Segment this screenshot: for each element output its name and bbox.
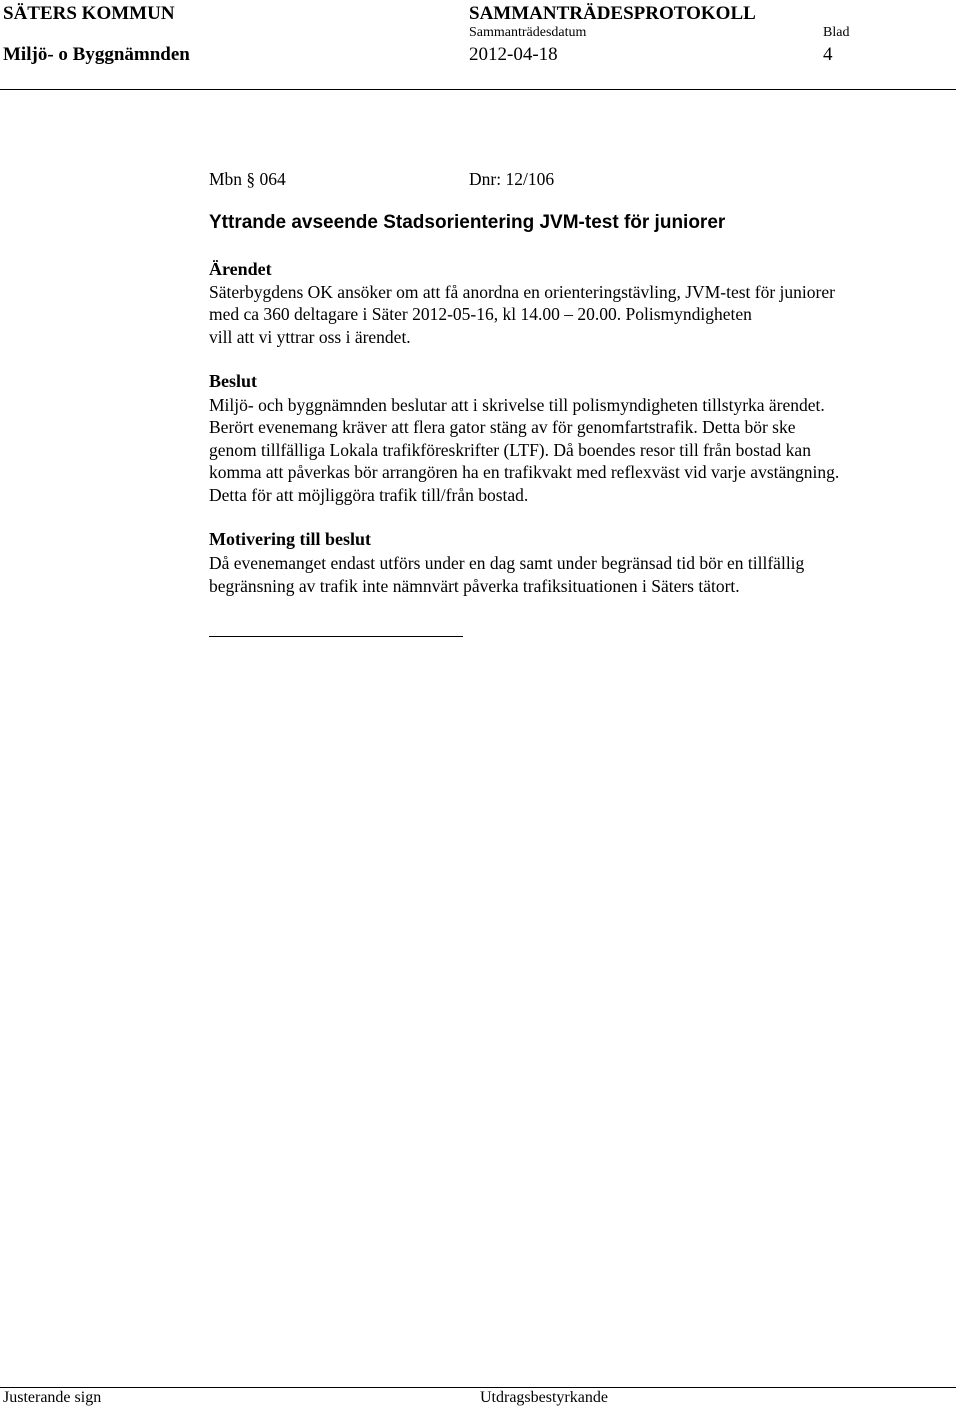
text-line: Säterbygdens OK ansöker om att få anordna en orienteringstävling, JVM-test för juniorer <box>209 282 835 302</box>
text-line: Miljö- och byggnämnden beslutar att i skrivelse till polismyndigheten tillstyrka ärendet. <box>209 395 825 415</box>
text-line: Berört evenemang kräver att flera gator stäng av för genomfartstrafik. Detta bör ske <box>209 417 796 437</box>
sheet-number: 4 <box>823 44 833 65</box>
header-divider <box>0 89 956 90</box>
footer-utdragsbestyrkande: Utdragsbestyrkande <box>480 1389 608 1406</box>
municipality-name: SÄTERS KOMMUN <box>3 3 175 24</box>
date-label: Sammanträdesdatum <box>469 25 587 40</box>
section-heading-arendet: Ärendet <box>209 259 272 279</box>
document-type: SAMMANTRÄDESPROTOKOLL <box>469 3 756 24</box>
section-heading-beslut: Beslut <box>209 371 258 391</box>
footer-divider <box>0 1387 956 1388</box>
text-line: genom tillfälliga Lokala trafikföreskrifter (LTF). Då boendes resor till från bostad kan <box>209 440 811 460</box>
text-line: Detta för att möjliggöra trafik till/från bostad. <box>209 485 529 505</box>
text-line: Då evenemanget endast utförs under en dag samt under begränsad tid bör en tillfällig <box>209 553 805 573</box>
committee-name: Miljö- o Byggnämnden <box>3 44 190 65</box>
sheet-label: Blad <box>823 25 850 40</box>
text-line: vill att vi yttrar oss i ärendet. <box>209 327 411 347</box>
case-dnr: Dnr: 12/106 <box>469 169 555 189</box>
section-heading-motivering: Motivering till beslut <box>209 529 371 549</box>
paragraph-number: Mbn § 064 <box>209 169 286 189</box>
case-title: Yttrande avseende Stadsorientering JVM-test för juniorer <box>209 212 726 233</box>
text-line: begränsning av trafik inte nämnvärt påverka trafiksituationen i Säters tätort. <box>209 576 740 596</box>
text-line: med ca 360 deltagare i Säter 2012-05-16, kl 14.00 – 20.00. Polismyndigheten <box>209 304 752 324</box>
text-line: komma att påverkas bör arrangören ha en trafikvakt med reflexväst vid varje avstängning. <box>209 462 840 482</box>
footer-justerande-sign: Justerande sign <box>3 1389 102 1406</box>
signature-line <box>209 636 463 637</box>
meeting-date: 2012-04-18 <box>469 44 558 65</box>
